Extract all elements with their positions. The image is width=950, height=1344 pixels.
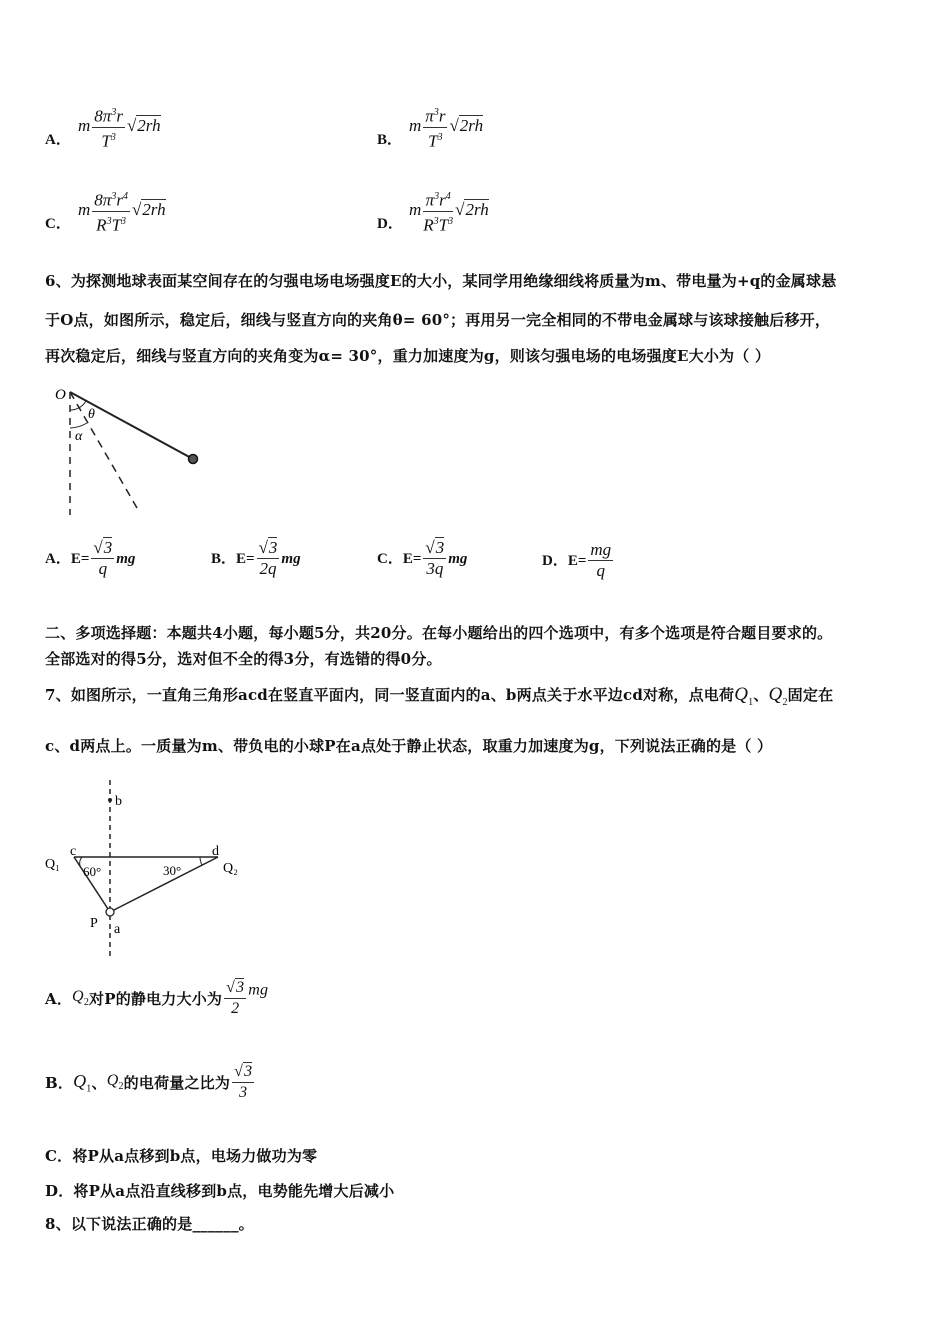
label-d: d — [212, 844, 219, 859]
label-c: c — [70, 844, 77, 859]
label-Q2: Q₂ — [223, 861, 238, 876]
q7-option-c: C．将P从a点移到b点，电场力做功为零 — [45, 1147, 318, 1165]
q5-option-c-formula: m $\frac{8\pi^3r^4}{R^3T^3}$ √2rh — [78, 187, 166, 235]
q5-option-c-label: C． — [45, 216, 71, 232]
q6-option-c: C．E= $\frac{√3}{3q}$ mg — [377, 538, 468, 578]
label-alpha: α — [75, 429, 83, 444]
q6-text-line1: 6、为探测地球表面某空间存在的匀强电场电场强度E的大小，某同学用绝缘细线将质量为m、带电量为+q的金属球悬 — [45, 272, 837, 290]
q6-figure-pendulum — [50, 380, 220, 520]
q5-option-b-label: B． — [377, 132, 403, 148]
alpha-arc — [70, 423, 87, 428]
point-b — [108, 798, 112, 802]
angle-30-arc — [200, 857, 202, 865]
label-a: a — [114, 922, 121, 937]
q6-option-a: A．E= $\frac{√3}{q}$ mg — [45, 538, 136, 578]
q7-figure-triangle — [40, 775, 260, 965]
ball-P — [106, 908, 114, 916]
q5-option-d-formula: m $\frac{\pi^3r^4}{R^3T^3}$ √2rh — [409, 187, 489, 235]
q5-option-b-formula: m $\frac{\pi^3r}{T^3}$ √2rh — [409, 103, 483, 151]
label-P: P — [90, 916, 98, 931]
label-O: O — [55, 387, 66, 403]
section2-heading-line2: 全部选对的得5分，选对但不全的得3分，有选错的得0分。 — [45, 650, 442, 668]
label-b: b — [115, 794, 122, 809]
label-Q1: Q₁ — [45, 857, 60, 872]
q5-option-d-label: D． — [377, 216, 403, 232]
q6-text-line2: 于O点，如图所示，稳定后，细线与竖直方向的夹角θ= 60°；再用另一完全相同的不带电金属球与该球接触后移开， — [45, 311, 831, 329]
section2-heading-line1: 二、多项选择题：本题共4小题，每小题5分，共20分。在每小题给出的四个选项中，有多个选项是符合题目要求的。 — [45, 624, 833, 642]
q6-option-b: B．E= $\frac{√3}{2q}$ mg — [211, 538, 301, 578]
string-line — [70, 392, 193, 459]
q8-text-line1: 8、以下说法正确的是______。 — [45, 1215, 254, 1233]
q7-option-d: D．将P从a点沿直线移到b点，电势能先增大后减小 — [45, 1182, 395, 1200]
q7-text-line1: 7、如图所示，一直角三角形acd在竖直平面内，同一竖直面内的a、b两点关于水平边cd对称，点电荷$Q_1$、$Q_2$固定在 — [45, 684, 834, 708]
label-theta: θ — [88, 407, 95, 422]
metal-ball — [189, 455, 198, 464]
q7-text-line2: c、d两点上。一质量为m、带负电的小球P在a点处于静止状态，取重力加速度为g，下列说法正确的是（ ） — [45, 737, 773, 755]
q5-option-a-label: A． — [45, 132, 71, 148]
angle-60-arc — [80, 857, 82, 866]
q5-option-a-formula: m $\frac{8\pi^3r}{T^3}$ √2rh — [78, 103, 161, 151]
q6-option-d: D．E= $\frac{mg}{q}$ — [542, 540, 612, 580]
label-60deg: 60° — [83, 864, 102, 879]
label-30deg: 30° — [163, 863, 182, 878]
q6-text-line3: 再次稳定后，细线与竖直方向的夹角变为α= 30°，重力加速度为g，则该匀强电场的电场强度E大小为（ ） — [45, 347, 771, 365]
q7-option-a: A．$Q_2$对P的静电力大小为 $\frac{√3}{2}$ mg — [45, 979, 269, 1017]
q7-option-b: B．$Q_1$、$Q_2$的电荷量之比为 $\frac{√3}{3}$ — [45, 1063, 253, 1101]
